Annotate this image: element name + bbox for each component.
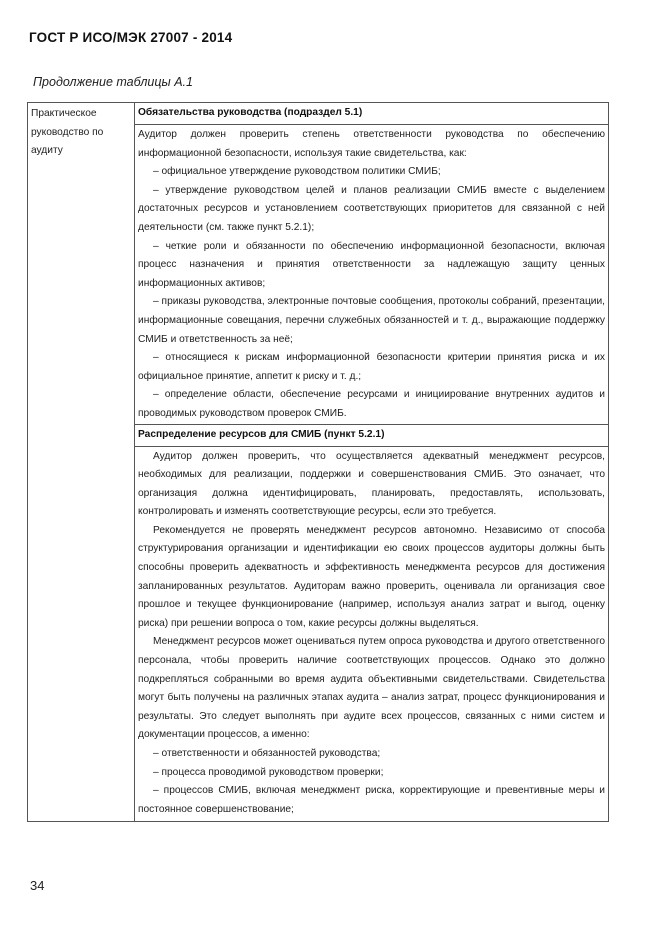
standard-header: ГОСТ Р ИСО/МЭК 27007 - 2014 [29,30,233,45]
list-item: – ответственности и обязанностей руководства; [153,748,381,759]
paragraph: Аудитор должен проверить, что осуществляется адекватный менеджмент ресурсов, необходимых для реализации, поддержки и совершенствования СМИБ. Это означает, что организация должна идентифицировать, планировать, предоставлять, использовать, контролировать и изменять соответствующие ресурсы, если это требуется. [138,450,605,518]
list-item: – приказы руководства, электронные почтовые сообщения, протоколы собраний, презентации, информационные совещания, перечни служебных обязанностей и т. д., выражающие поддержку СМИБ и ответственность за неё; [138,296,605,345]
table-continuation-label: Продолжение таблицы А.1 [33,75,193,89]
section-title: Обязательства руководства (подраздел 5.1) [135,103,608,125]
list-item: – процессов СМИБ, включая менеджмент риска, корректирующие и превентивные меры и постоянное совершенствование; [138,785,605,815]
list-item: – определение области, обеспечение ресурсами и инициирование внутренних аудитов и проводимых руководством проверок СМИБ. [138,389,605,419]
section-body [135,447,608,822]
page-number: 34 [30,878,45,893]
requirements-table [27,102,609,822]
list-item: – официальное утверждение руководством политики СМИБ; [153,166,441,178]
list-item: – процесса проводимой руководством проверки; [153,766,384,778]
list-item: – относящиеся к рискам информационной безопасности критерии принятия риска и их официальное принятие, аппетит к риску и т. д.; [138,352,605,382]
table-content-cell [135,103,609,822]
list-item: – утверждение руководством целей и планов реализации СМИБ вместе с выделением достаточных ресурсов и установлением соответствующих приоритетов для связанной с ней деятельности (см. также пункт 5.2.1); [138,184,605,233]
paragraph: Аудитор должен проверить степень ответственности руководства по обеспечению информационной безопасности, используя такие свидетельства, как: [138,129,605,159]
section-title: Распределение ресурсов для СМИБ (пункт 5.2.1) [135,425,608,447]
table-category-cell: Практическое руководство по аудиту [28,103,135,822]
table-row [28,103,609,822]
section-body [135,125,608,425]
paragraph: Менеджмент ресурсов может оцениваться путем опроса руководства и другого ответственного персонала, чтобы проверить наличие соответствующих процессов. Однако это должно подкрепляться собранными во время аудита объективными свидетельствами. Свидетельства могут быть получены на различных этапах аудита – анализ затрат, процесс функционирования и результаты. Это следует выполнять при аудите всех процессов, связанных с ними систем и документации процессов, а именно: [138,636,605,741]
list-item: – четкие роли и обязанности по обеспечению информационной безопасности, включая процесс назначения и принятия ответственности за надлежащую защиту ценных информационных активов; [138,240,605,289]
paragraph: Рекомендуется не проверять менеджмент ресурсов автономно. Независимо от способа структурирования организации и идентификации ею своих процессов аудиторы должны быть способны проверить адекватность и эффективность менеджмента ресурсов для достижения запланированных результатов. Аудиторам важно проверить, оценивала ли организация свое прошлое и текущее функционирование (например, используя анализ затрат и выгод, оценку риска) при решении вопроса о том, какие ресурсы должны выделяться. [138,524,605,629]
